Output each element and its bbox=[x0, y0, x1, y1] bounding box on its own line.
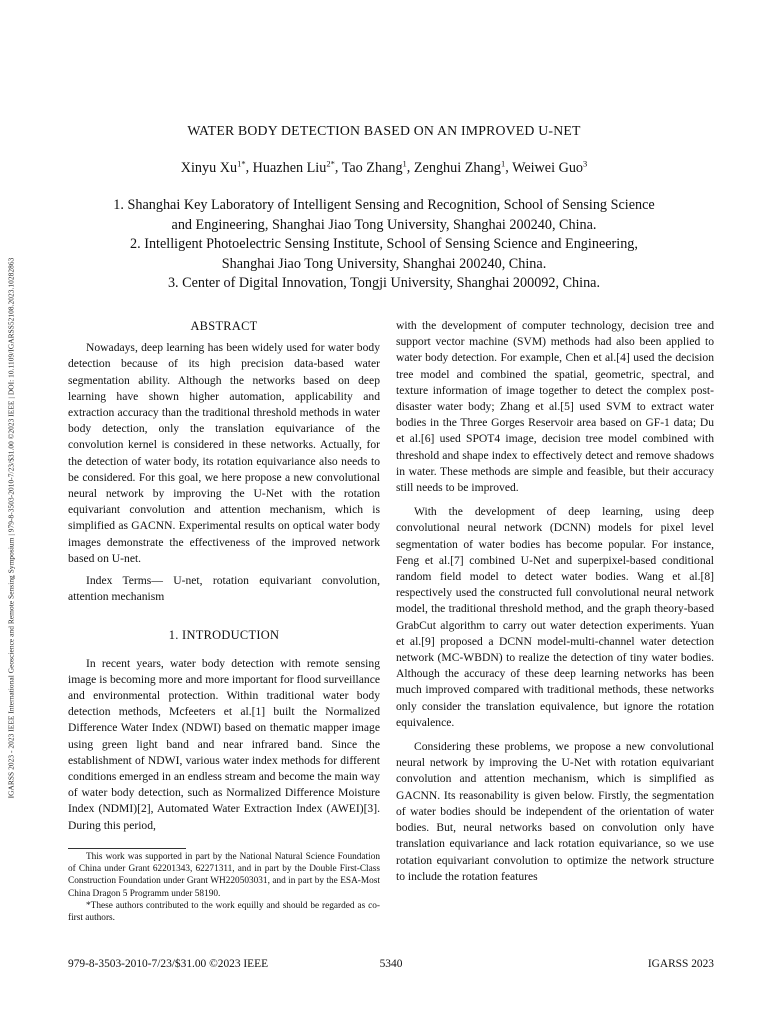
affiliations bbox=[60, 196, 708, 294]
paper-title: WATER BODY DETECTION BASED ON AN IMPROVED U-NET bbox=[187, 123, 581, 138]
author: Weiwei Guo$^3$ bbox=[512, 158, 588, 176]
left-column bbox=[68, 318, 380, 834]
page-number: 5340 bbox=[379, 958, 403, 970]
author: Huazhen Liu$^{2*}$ bbox=[252, 158, 335, 176]
abstract-heading: ABSTRACT bbox=[190, 319, 258, 333]
affiliation-line: Shanghai Jiao Tong University, Shanghai 200240, China. bbox=[221, 255, 547, 272]
sidebar-citation-text: IGARSS 2023 - 2023 IEEE International Geoscience and Remote Sensing Symposium | 979-8-3503-2010-7/23/$31.00 ©2023 IEEE | DOI: 10.1109/IGARSS52108.2023.10282863 bbox=[6, 257, 16, 799]
footer-isbn: 979-8-3503-2010-7/23/$31.00 ©2023 IEEE bbox=[68, 958, 269, 970]
funding-footnote: This work was supported in part by the National Natural Science Foundation of China under Grant 62201343, 62271311, and in part by the Double First-Class Construction Foundation under Grant WH220503031, and in part by the ESA-Most China Dragon 5 Programm under 58190. bbox=[68, 852, 380, 899]
affiliation-line: 2. Intelligent Photoelectric Sensing Institute, School of Sensing Science and Engineering, bbox=[130, 236, 638, 252]
introduction-paragraph: In recent years, water body detection with remote sensing image is becoming more and more important for flood surveillance and environmental protection. Within traditional water body detection methods, Mcfeeters et al.[1] built the Normalized Difference Water Index (NDWI) based on thematic mapper image using green light band and near infrared band. Since the establishment of NDWI, various water index methods for different conditions emerged in an endless stream and become the main way of water body detection, such as Normalized Difference Moisture Index (NDMI)[2], Automated Water Extraction Index (AWEI)[3]. During this period, bbox=[68, 656, 380, 832]
introduction-heading: 1. INTRODUCTION bbox=[168, 628, 280, 643]
affiliation-line: 1. Shanghai Key Laboratory of Intelligent Sensing and Recognition, School of Sensing Science bbox=[113, 197, 655, 213]
page-footer bbox=[68, 958, 714, 974]
right-column bbox=[396, 318, 714, 893]
author-list: Xinyu $Xu^{1*}$, Huazhen Liu$^{2*}$, Tao Zhang$^1$, Zenghui Zhang$^1$, Weiwei Guo$^3$ bbox=[180, 158, 588, 176]
author: Tao Zhang$^1$ bbox=[341, 158, 407, 176]
abstract-text: Nowadays, deep learning has been widely used for water body detection because of its high precision data-based water segmentation ability. Although the networks based on deep learning have shown higher automation, applicability and extraction accuracy than the traditional threshold methods in water body detection, only the translation equivariance of the convolution kernel is considered in these networks. Actually, for the detection of water body, its rotation equivariance also needs to be considered. For this goal, we here propose a new convolutional neural network by improving the U-Net with the rotation equivariant convolution and attention mechanism, which is simplified as GACNN. Experimental results on optical water body images demonstrate the effectiveness of the improved network based on U-net. bbox=[68, 341, 380, 565]
co-author-footnote: *These authors contributed to the work equilly and should be regarded as co-first authors. bbox=[68, 900, 380, 924]
doi-sidebar bbox=[4, 138, 18, 918]
index-terms: Index Terms— U-net, rotation equivariant convolution, attention mechanism bbox=[68, 574, 380, 604]
author: Zenghui Zhang$^1$ bbox=[413, 158, 506, 176]
body-paragraph: Considering these problems, we propose a new convolutional neural network by improving the U-Net with rotation equivariant convolution and attention mechanism, which is simplified as GACNN. Its reasonability is given below. Firstly, the segmentation of water bodies should be independent of the orientation of water bodies. But, neural networks based on convolution only have translation equivariance and lack rotation equivariance, so we use rotation equivariant convolution to optimize the network structure to include the rotation features bbox=[396, 740, 714, 883]
body-paragraph: With the development of deep learning, using deep convolutional neural network (DCNN) models for pixel level segmentation of water bodies has become popular. For instance, Feng et al.[7] combined U-Net and superpixel-based conditional random field model to detect water bodies. Wang et al.[8] respectively used the constructed full convolutional neural network model, the traditional threshold method, and the graph theory-based GrabCut algorithm to carry out water detection experiments. Yuan et al.[9] proposed a DCNN model-multi-channel water detection network (MC-WBDN) to realize the detection of tiny water bodies. Although the accuracy of these deep learning networks has been much improved compared with traditional methods, these networks only consider the translation equivalence, but ignore the rotation equivalence. bbox=[396, 505, 714, 729]
affiliation-line: 3. Center of Digital Innovation, Tongji University, Shanghai 200092, China. bbox=[167, 275, 601, 291]
footer-conference: IGARSS 2023 bbox=[647, 958, 714, 970]
footnotes bbox=[68, 851, 380, 924]
affiliation-line: and Engineering, Shanghai Jiao Tong University, Shanghai 200240, China. bbox=[171, 216, 597, 233]
body-paragraph: with the development of computer technology, decision tree and support vector machine (SVM) methods had also been applied to water body detection. For example, Chen et al.[4] used the decision tree model and combined the spatial, geometric, spectral, and texture information of image together to detect the complex post-disaster water body; Zhang et al.[5] used SVM to extract water bodies in the Three Gorges Reservoir area based on GF-1 data; Du et al.[6] used SPOT4 image, decision tree model combined with threshold and shape index to effectively detect and remove shadows in water. These methods are simple and feasible, but their accuracy still needs to be improved. bbox=[396, 319, 714, 495]
author: Xinyu $Xu^{1*}$ bbox=[180, 158, 246, 176]
footnote-divider bbox=[68, 848, 186, 849]
